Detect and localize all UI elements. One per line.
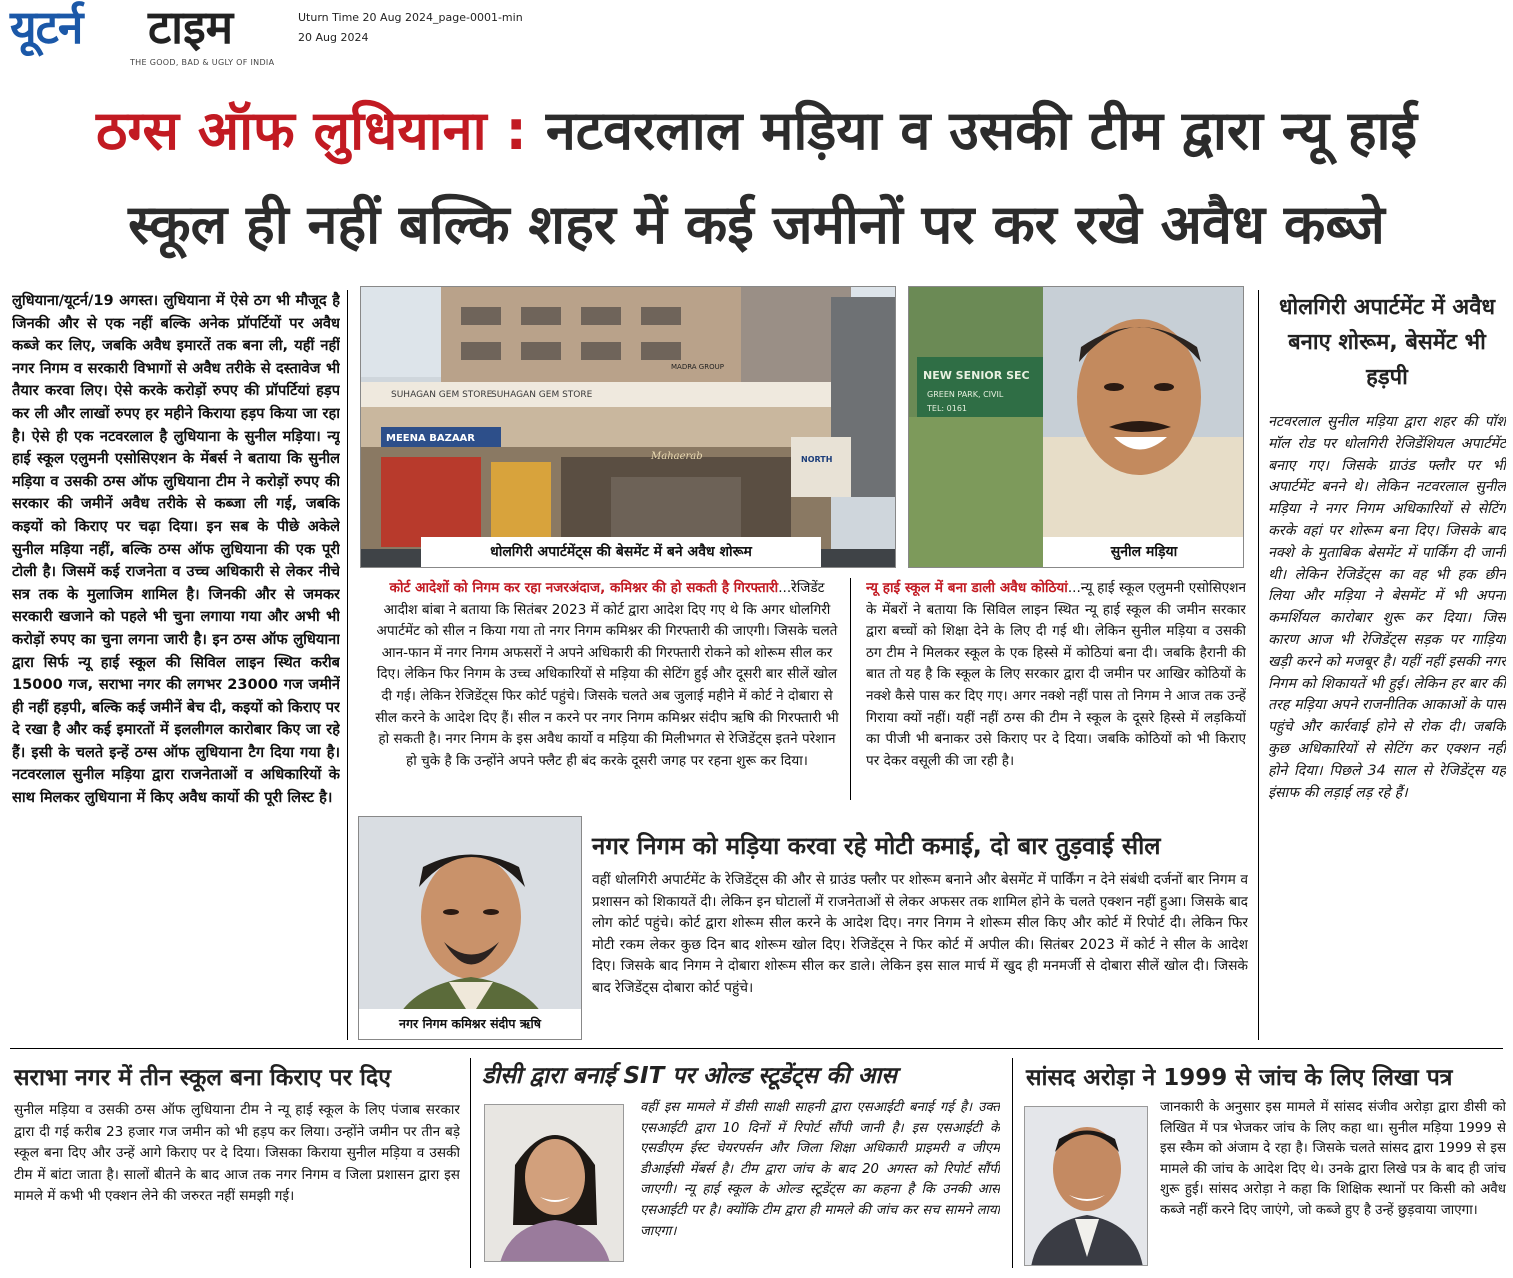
column-divider-mid [850, 578, 851, 800]
headline-line-2: स्कूल ही नहीं बल्कि शहर में कई जमीनों पर कर रखे अवैध कब्जे [128, 193, 1385, 256]
main-headline [10, 84, 1503, 272]
headline-line-1 [10, 84, 1503, 178]
logo-time: टाइम [148, 0, 234, 54]
sign-suhagan-2: SUHAGAN GEM STORE [491, 390, 593, 400]
file-name: Uturn Time 20 Aug 2024_page-0001-min [298, 11, 523, 24]
sunil-photo [908, 286, 1244, 568]
file-info [298, 8, 523, 48]
commissioner-photo [358, 816, 582, 1040]
school-sign-line1: NEW SENIOR SEC [923, 369, 1030, 382]
sign-meena-bazaar: MEENA BAZAAR [386, 433, 475, 444]
court-article [372, 578, 842, 800]
seal-heading: नगर निगम को मड़िया करवा रहे मोटी कमाई, दो बार तुड़वाई सील [592, 832, 1161, 860]
sign-mahaerab: Mahaerab [651, 451, 703, 462]
sign-suhagan-1: SUHAGAN GEM STORE [391, 390, 493, 400]
column-divider [347, 290, 348, 1040]
dc-illustration [485, 1105, 624, 1262]
column-divider-bottom-2 [1012, 1058, 1013, 1268]
sit-heading: डीसी द्वारा बनाई SIT पर ओल्ड स्टूडेंट्स की आस [482, 1063, 897, 1089]
court-article-lead: कोर्ट आदेशों को निगम कर रहा नजरअंदाज, कमिश्नर की हो सकती है गिरफ्तारी [389, 580, 779, 596]
dc-photo [484, 1104, 624, 1262]
mp-heading: सांसद अरोड़ा ने 1999 से जांच के लिए लिखा पत्र [1026, 1065, 1453, 1091]
sunil-photo-caption: सुनील मड़िया [1043, 537, 1244, 568]
court-article-text: ...रेजिडेंट आदीश बांबा ने बताया कि सितंबर 2023 में कोर्ट द्वारा आदेश दिए गए थे कि अगर धोलगिरी अपार्टमेंट को सील न किया गया तो नगर निगम कमिश्नर की गिरफ्तारी की जाएगी। जिसके चलते आन-फान में नगर निगम अफसरों ने अपने अधिकारी की गिरफ्तारी रोकने को शोरूम सील कर दिए। लेकिन फिर निगम के उच्च अधिकारियों से मड़िया की सेटिंग हुई और दूसरी बार सीलें खोल दी गई। लेकिन रेजिडेंट्स फिर कोर्ट पहुंचे। जिसके चलते अब जुलाई महीने में कोर्ट ने दोबारा से सील करने के आदेश दिए हैं। सील न करने पर नगर निगम कमिश्नर संदीप ऋषि की गिरफ्तारी भी हो सकती है। नगर निगम के इस अवैध कार्यो व मड़िया की मिलीभगत से रेजिडेंट्स इतने परेशान हो चुके है कि उन्होंने अपने फ्लैट ही बंद करके दूसरी जगह पर रहना शुरू कर दिया। [375, 580, 839, 769]
logo-tagline: THE GOOD, BAD & UGLY OF INDIA [130, 58, 275, 67]
commissioner-caption: नगर निगम कमिश्नर संदीप ऋषि [359, 1009, 581, 1039]
dholgiri-heading: धोलगिरी अपार्टमेंट में अवैध बनाए शोरूम, बेसमेंट भी हड़पी [1279, 295, 1495, 390]
school-article-text: ...न्यू हाई स्कूल एलुमनी एसोसिएशन के मेंबरों ने बताया कि सिविल लाइन स्थित न्यू हाई स्कूल की जमीन सरकार द्वारा बच्चों को शिक्षा देने के लिए दी गई थी। लेकिन सुनील मड़िया व उसकी ठग टीम ने मिलकर स्कूल के एक हिस्से में कोठियां बना दी। जबकि हैरानी की बात तो यह है कि स्कूल के लिए सरकार द्वारा दी जमीन पर आखिर कोठियों के नक्शे कैसे पास कर दिए गए। अगर नक्शे नहीं पास तो निगम ने आज तक उन्हें गिराया क्यों नहीं। यहीं नहीं ठग्स की टीम ने स्कूल के दूसरे हिस्से में लड़कियों का पीजी भी बनाकर उसे किराए पर दे दिया। जबकि कोठियों को भी किराए पर देकर वसूली की जा रही है। [866, 580, 1246, 769]
mp-photo [1024, 1106, 1148, 1266]
school-sign-line2: GREEN PARK, CIVIL [927, 390, 1004, 399]
mp-text: जानकारी के अनुसार इस मामले में सांसद संजीव अरोड़ा द्वारा डीसी को लिखित में पत्र भेजकर जांच के लिए कहा था। सुनील मड़िया 1999 से इस स्कैम को अंजाम दे रहा है। जिसके चलते सांसद द्वारा 1999 से इस मामले की जांच के आदेश दिए थे। उनके द्वारा लिखे पत्र के बाद ही जांच शुरू हुई। सांसद अरोड़ा ने कहा कि शिक्षिक स्थानों पर किसी को अवैध कब्जे नहीं करने दिए जाएंगे, जो कब्जे हुए है उन्हें छुड़वाया जाएगा। [1160, 1100, 1506, 1218]
lead-article-text: लुधियाना/यूटर्न/19 अगस्त। लुधियाना में ऐसे ठग भी मौजूद है जिनकी और से एक नहीं बल्कि अनेक प्रॉपर्टियों पर अवैध कब्जे कर लिए, जबकि अवैध इमारतें तक बना ली, यहीं नहीं नगर निगम व सरकारी विभागों से अवैध तरीके से दस्तावेज भी तैयार करवा लिए। ऐसे करके करोड़ों रुपए की प्रॉपर्टियां हड़प कर ली और लाखों रुपए हर महीने किराया हड़प किया जा रहा है। ऐसे ही एक नटवरलाल है लुधियाना के सुनील मड़िया। न्यू हाई स्कूल एलुमनी एसोसिएशन के मेंबर्स ने बताया कि सुनील मड़िया व उसकी ठग्स ऑफ लुधियाना टीम ने करोड़ों रुपए की सरकार की जमीनें अवैध तरीके से कब्जा ली गई, जबकि कइयों को किराए पर चढ़ा दिया। इन सब के पीछे अकेले सुनील मड़िया नहीं, बल्कि ठग्स ऑफ लुधियाना की एक पूरी टोली है। जिसमें कई राजनेता व उच्च अधिकारी से लेकर नीचे सत्र तक के मुलाजिम शामिल है। जिनकी और से जमकर सरकारी खजाने को पहले भी चुना लगाया गया और अभी भी करोड़ों रुपए का चुना लगना जारी है। इन ठग्स ऑफ लुधियाना द्वारा सिर्फ न्यू हाई स्कूल की सिविल लाइन स्थित करीब 15000 गज, सराभा नगर की लगभर 23000 गज जमीनें ही नहीं हड़पी, बल्कि कई जमीनें बेच दी, कइयों को किराए पर दे रखा है और कई इमारतों में इललीगल कारोबार किए जा रहे हैं। इसी के चलते इन्हें ठग्स ऑफ लुधियाना टैग दिया गया है। नटवरलाल सुनील मड़िया द्वारा राजनेताओं व अधिकारियों के साथ मिलकर लुधियाना में किए अवैध कार्यो की पूरी लिस्ट है। [12, 292, 340, 807]
building-illustration [361, 287, 896, 568]
school-article-lead: न्यू हाई स्कूल में बना डाली अवैध कोठियां [866, 580, 1068, 596]
sit-text: वहीं इस मामले में डीसी साक्षी साहनी द्वारा एसआईटी बनाई गई है। उक्त एसआईटी द्वारा 10 दिनों में रिपोर्ट सौंपी जानी है। इस एसआईटी के एसडीएम ईस्ट चेयरपर्सन और जिला शिक्षा अधिकारी प्राइमरी व जीएम डीआईसी मेंबर्स है। टीम द्वारा जांच के बाद 20 अगस्त को रिपोर्ट सौंपी जाएगी। न्यू हाई स्कूल के ओल्ड स्टूडेंट्स का कहना है कि उनकी आस एसआईटी पर है। क्योंकि टीम द्वारा ही मामले की जांच कर सच सामने लाया जाएगा। [640, 1100, 1000, 1239]
file-date: 20 Aug 2024 [298, 31, 369, 44]
building-photo-caption: धोलगिरी अपार्टमेंट्स की बेसमेंट में बने अवैध शोरूम [421, 537, 821, 568]
column-divider-right [1258, 290, 1259, 1040]
headline-red-part: ठग्स ऑफ लुधियाना : [96, 99, 527, 162]
dholgiri-text: नटवरलाल सुनील मड़िया द्वारा शहर की पॉश मॉल रोड पर धोलगिरी रेजिडेंशियल अपार्टमेंट बनाए गए। जिसके ग्राउंड फ्लौर पर भी अपार्टमेंट बनने थे। लेकिन नटवरलाल सुनील मड़िया ने नगर निगम अधिकारियों से सेटिंग करके वहां पर शोरूम बना दिए। जिसके बाद नक्शे के मुताबिक बेसमेंट में पार्किंग दी जानी थी। लेकिन रेजिडेंट्स का वह भी हक छीन लिया और मड़िया ने बेसमेंट में भी अपना कमर्शियल कारोबार शुरू कर दिया। जिस कारण आज भी रेजिडेंट्स सड़क पर गाड़ियां खड़ी करने को मजबूर है। यहीं नहीं इसकी नगर निगम को शिकायतें भी हुई। लेकिन हर बार की तरह मड़िया अपने राजनीतिक आकाओं के पास पहुंचे और कार्रवाई होने से रोक दी। जबकि कुछ अधिकारियों से सेटिंग कर एक्शन नहीं होने दिया। पिछले 34 साल से रेजिडेंट्स यह इंसाफ की लड़ाई लड़ रहे हैं। [1268, 414, 1506, 801]
horizontal-divider [10, 1048, 1503, 1049]
building-photo [360, 286, 896, 568]
school-sign-line3: TEL: 0161 [927, 404, 967, 413]
mp-illustration [1025, 1107, 1148, 1266]
sign-north: NORTH [801, 455, 833, 464]
commissioner-illustration [359, 817, 582, 1040]
school-article [866, 578, 1246, 800]
sarabha-text: सुनील मड़िया व उसकी ठग्स ऑफ लुधियाना टीम ने न्यू हाई स्कूल के लिए पंजाब सरकार द्वारा दी गई करीब 23 हजार गज जमीन को भी हड़प कर लिया। उन्होंने जमीन पर तीन बड़े स्कूल बना दिए और उन्हें आगे किराए पर दे दिया। जिसका किराया सुनील मड़िया व उसकी टीम में बांटा जाता है। सालों बीतने के बाद आज तक नगर निगम व जिला प्रशासन द्वारा इस मामले में कभी भी एक्शन लेने की जरुरत नहीं समझी गई। [14, 1102, 460, 1205]
seal-text: वहीं धोलगिरी अपार्टमेंट के रेजिडेंट्स की और से ग्राउंड फ्लौर पर शोरूम बनाने और बेसमेंट में पार्किंग न देने संबंधी दर्जनों बार निगम व प्रशासन को शिकायतें दी। लेकिन इन घोटालों में राजनेताओं से लेकर अफसर तक शामिल होने के चलते एक्शन नहीं हुआ। जिसके बाद लोग कोर्ट पहुंचे। कोर्ट द्वारा शोरूम सील करने के आदेश दिए। नगर निगम ने शोरूम सील किए और कोर्ट में रिपोर्ट दी। लेकिन फिर मोटी रकम लेकर कुछ दिन बाद शोरूम खोल दिए। रेजिडेंट्स ने फिर कोर्ट में अपील की। सितंबर 2023 में कोर्ट ने सील के आदेश दिए। जिसके बाद निगम ने दोबारा शोरूम सील कर डाले। लेकिन इस साल मार्च में खुद ही मनमर्जी से दोबारा सीलें खोल दी। जिसके बाद रेजिडेंट्स दोबारा कोर्ट पहुंचे। [592, 872, 1248, 996]
sarabha-heading: सराभा नगर में तीन स्कूल बना किराए पर दिए [14, 1065, 391, 1091]
sign-madra: MADRA GROUP [671, 363, 724, 371]
headline-line1-text: नटवरलाल मड़िया व उसकी टीम द्वारा न्यू हाई [545, 99, 1417, 162]
logo-uturn: यूटर्न [10, 0, 83, 54]
column-divider-bottom-1 [470, 1058, 471, 1268]
school-sign-illustration [909, 287, 1244, 568]
